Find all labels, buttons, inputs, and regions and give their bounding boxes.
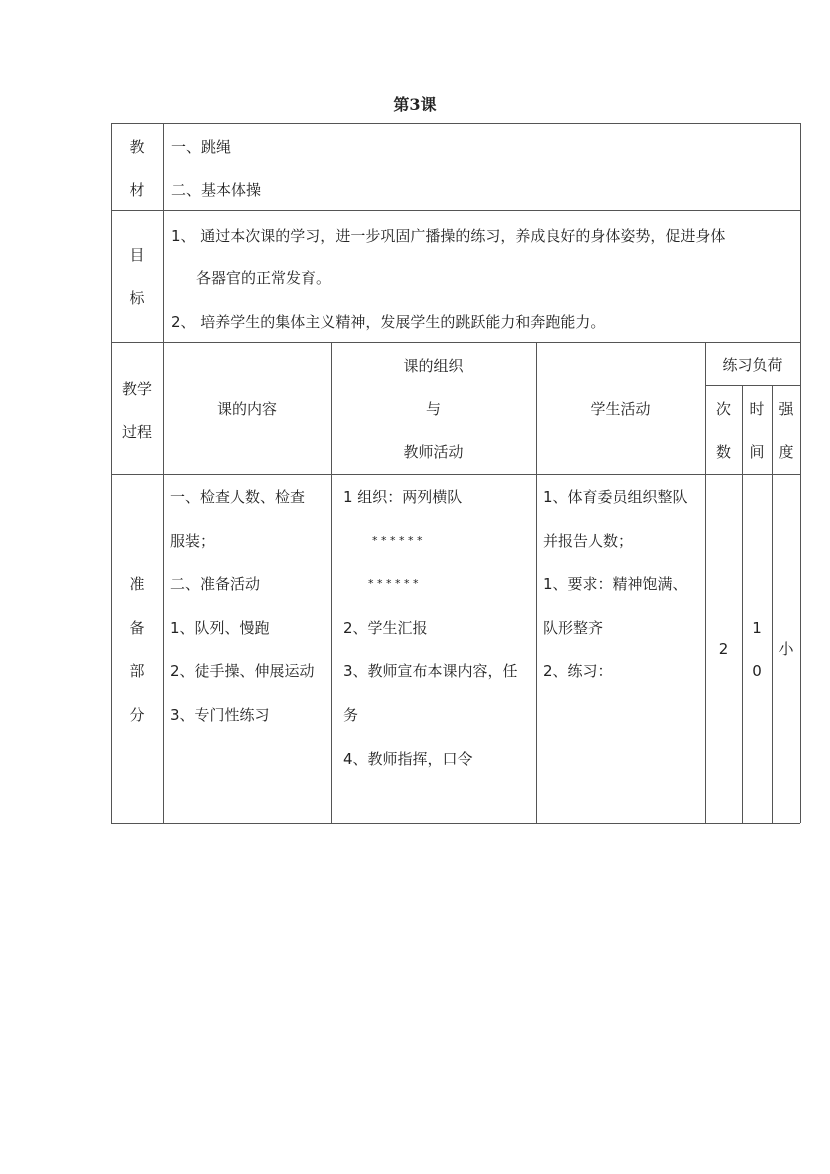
materials-label: 教 (129, 138, 145, 156)
time-header: 时 (749, 400, 765, 418)
formation-stars: * * * * * * (368, 577, 419, 590)
count-header: 数 (715, 443, 731, 461)
organization-header: 教师活动 (403, 443, 464, 461)
student-header: 学生活动 (590, 400, 651, 418)
content-header: 课的内容 (216, 400, 277, 418)
content-line: 2、徒手操、伸展运动 (170, 662, 315, 680)
table-border (705, 385, 800, 386)
organization-header: 课的组织 (403, 357, 464, 375)
goal-line: 各器官的正常发育。 (196, 269, 332, 287)
formation-stars: * * * * * * (372, 534, 423, 547)
content-line: 1、队列、慢跑 (170, 619, 270, 637)
material-item: 二、基本体操 (171, 181, 262, 199)
intensity-header: 强 (778, 400, 794, 418)
count-value: 2 (718, 640, 729, 658)
material-item: 一、跳绳 (171, 138, 232, 156)
organization-line: 务 (343, 706, 359, 724)
organization-line: 4、教师指挥，口令 (343, 750, 473, 768)
time-value: 0 (752, 662, 762, 680)
section-label: 备 (129, 619, 145, 637)
table-border (111, 823, 800, 824)
materials-label: 材 (129, 181, 145, 199)
goal-line: 2、 培养学生的集体主义精神，发展学生的跳跃能力和奔跑能力。 (171, 313, 606, 331)
organization-header: 与 (425, 400, 441, 418)
table-border (800, 123, 801, 823)
content-line: 一、检查人数、检查 (170, 488, 306, 506)
student-line: 队形整齐 (543, 619, 604, 637)
organization-line: 3、教师宣布本课内容，任 (343, 662, 518, 680)
table-border (163, 123, 164, 823)
student-line: 1、要求：精神饱满、 (543, 575, 688, 593)
organization-line: 2、学生汇报 (343, 619, 428, 637)
page-title: 第3课 (393, 95, 437, 114)
content-line: 二、准备活动 (170, 575, 261, 593)
content-line: 服装； (170, 532, 216, 550)
goals-label: 标 (129, 289, 145, 307)
goal-line: 1、 通过本次课的学习，进一步巩固广播操的练习，养成良好的身体姿势，促进身体 (171, 227, 726, 245)
table-border (111, 210, 800, 211)
section-label: 准 (129, 575, 145, 593)
student-line: 并报告人数； (543, 532, 634, 550)
process-header: 教学 (121, 380, 152, 398)
table-border (111, 474, 800, 475)
table-border (111, 342, 800, 343)
section-label: 部 (129, 662, 145, 680)
student-line: 1、体育委员组织整队 (543, 488, 688, 506)
time-value: 1 (752, 619, 762, 637)
load-header: 练习负荷 (722, 356, 783, 374)
time-header: 间 (749, 443, 765, 461)
count-header: 次 (715, 400, 731, 418)
intensity-header: 度 (778, 443, 794, 461)
content-line: 3、专门性练习 (170, 706, 270, 724)
table-border (111, 123, 800, 124)
organization-line: 1 组织：两列横队 (343, 488, 463, 506)
section-label: 分 (129, 706, 145, 724)
process-header: 过程 (121, 423, 152, 441)
goals-label: 目 (129, 246, 145, 264)
intensity-value: 小 (778, 640, 794, 658)
student-line: 2、练习： (543, 662, 613, 680)
